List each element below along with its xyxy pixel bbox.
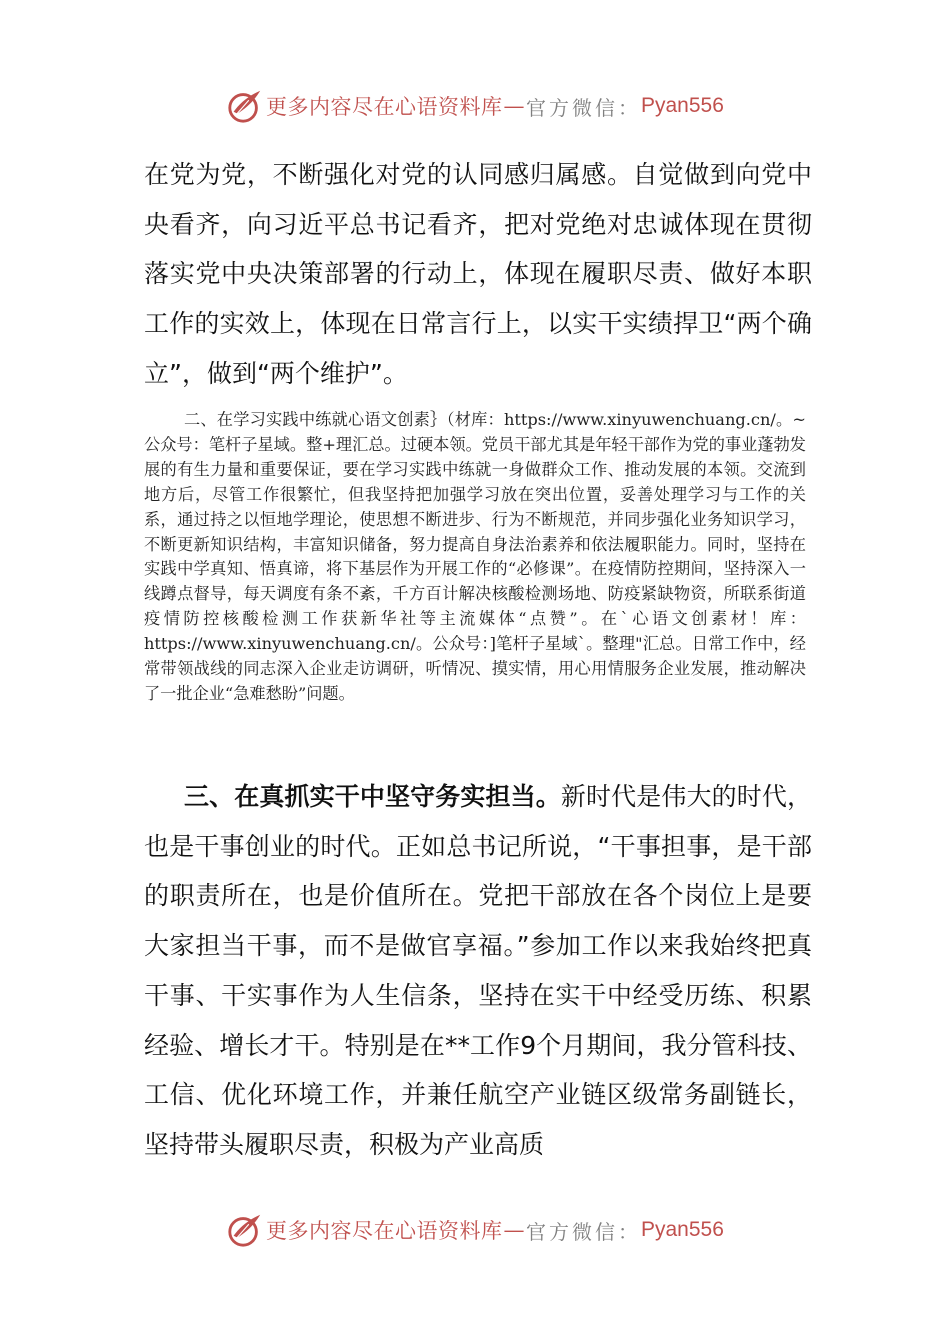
- banner-title: 更多内容尽在心语资料库: [266, 1219, 503, 1243]
- header-banner: [226, 86, 724, 126]
- footer-banner: [226, 1210, 724, 1250]
- quill-logo-icon: [226, 87, 264, 125]
- banner-wechat-id: Pyan556: [641, 94, 724, 117]
- banner-dash: —: [503, 94, 525, 118]
- quill-logo-icon: [226, 1211, 264, 1249]
- paragraph-2: 二、在学习实践中练就心语文创素｝（材库：https://www.xinyuwenchuang.cn/。~公众号：笔杆子星域。整+理汇总。过硬本领。党员干部尤其是年轻干部作为党的事业蓬勃发展的有生力量和重要保证，要在学习实践中练就一身做群众工作、推动发展的本领。交流到地方后，尽管工作很繁忙，但我坚持把加强学习放在突出位置，妥善处理学习与工作的关系，通过持之以恒地学理论，使思想不断进步、行为不断规范，并同步强化业务知识学习，不断更新知识结构，丰富知识储备，努力提高自身法治素养和依法履职能力。同时，坚持在实践中学真知、悟真谛，将下基层作为开展工作的“必修课”。在疫情防控期间，坚持深入一线蹲点督导，每天调度有条不紊，千方百计解决核酸检测场地、防疫紧缺物资，所联系街道疫情防控核酸检测工作获新华社等主流媒体“点赞”。在`心语文创素材！库：https://www.xinyuwenchuang.cn/。公众号：]笔杆子星域`。整理"汇总。日常工作中，经常带领战线的同志深入企业走访调研，听情况、摸实情，用心用情服务企业发展，推动解决了一批企业“急难愁盼”问题。: [144, 410, 806, 703]
- paragraph-3-body: 新时代是伟大的时代，也是干事创业的时代。正如总书记所说，“干事担事，是干部的职责所在，也是价值所在。党把干部放在各个岗位上是要大家担当干事，而不是做官享福。”参加工作以来我始终把真干事、干实事作为人生信条，坚持在实干中经受历练、积累经验、增长才干。特别是在**工作9个月期间，我分管科技、工信、优化环境工作，并兼任航空产业链区级常务副链长，坚持带头履职尽责，积极为产业高质: [144, 782, 812, 1159]
- section-heading-3: 三、在真抓实干中坚守务实担当。: [184, 782, 561, 811]
- paragraph-1: 在党为党，不断强化对党的认同感归属感。自觉做到向党中央看齐，向习近平总书记看齐，把对党绝对忠诚体现在贯彻落实党中央决策部署的行动上，体现在履职尽责、做好本职工作的实效上，体现在日常言行上，以实干实绩捍卫“两个确立”，做到“两个维护”。: [144, 160, 812, 388]
- banner-wechat-label: 官方微信：: [526, 1219, 641, 1244]
- banner-wechat-id: Pyan556: [641, 1218, 724, 1241]
- paragraph-3: [144, 772, 812, 1170]
- banner-wechat-label: 官方微信：: [526, 95, 641, 120]
- banner-dash: —: [503, 1218, 525, 1242]
- banner-title: 更多内容尽在心语资料库: [266, 95, 503, 119]
